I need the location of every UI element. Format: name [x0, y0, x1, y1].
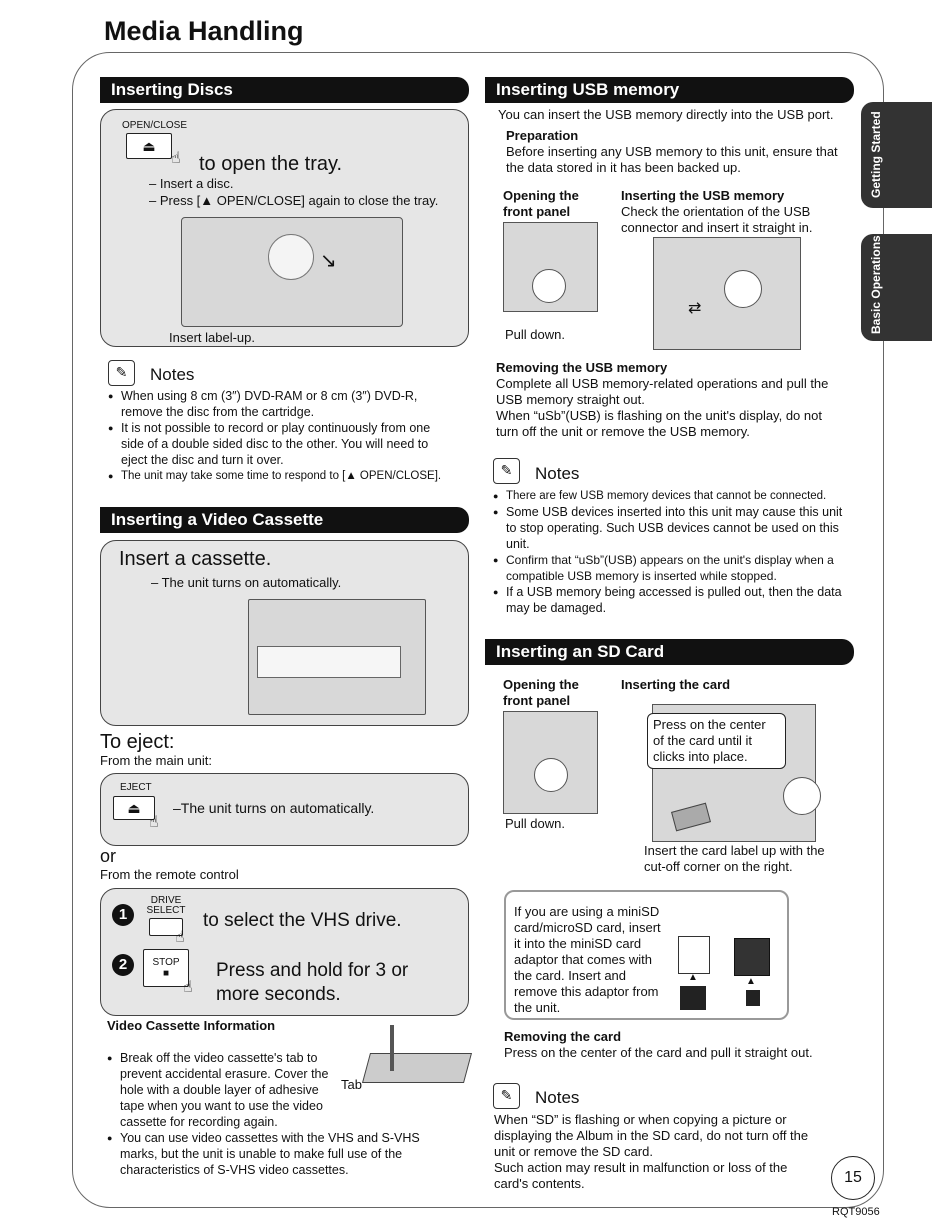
cassette-box [100, 540, 469, 726]
eject-caption: EJECT [120, 782, 152, 793]
dial-icon [783, 777, 821, 815]
cassette-sub-instruction: – The unit turns on automatically. [151, 575, 342, 590]
sd-label-note: Insert the card label up with the cut-off corner on the right. [644, 843, 825, 874]
usb-inserting-title: Inserting the USB memory [621, 188, 785, 203]
list-item: ● Confirm that “uSb”(USB) appears on the unit's display when a compatible USB memory is inserted while stopped. [493, 552, 843, 584]
usb-prep-title: Preparation [506, 128, 579, 143]
discs-box [100, 109, 469, 347]
open-close-caption: OPEN/CLOSE [122, 120, 188, 131]
hand-icon: ☝ [183, 979, 193, 996]
usb-inserting-text: Check the orientation of the USB connector and insert it straight in. [621, 204, 813, 235]
step-1-text: to select the VHS drive. [203, 910, 402, 931]
minisd-card-icon [680, 986, 706, 1010]
from-main-unit: From the main unit: [100, 753, 212, 768]
open-close-button[interactable] [126, 133, 172, 159]
sd-notes-text-2: Such action may result in malfunction or loss of the card's contents. [494, 1160, 788, 1191]
microsd-card-icon [746, 990, 760, 1006]
list-item: ● The unit may take some time to respond to [▲ OPEN/CLOSE]. [108, 468, 453, 484]
usb-removing-text-2: When “uSb”(USB) is flashing on the unit's display, do not turn off the unit or remove the USB memory. [496, 408, 822, 439]
stop-caption: STOP [152, 957, 180, 968]
disc-step-2: – Press [▲ OPEN/CLOSE] again to close the tray. [149, 193, 439, 208]
list-item: ● When using 8 cm (3″) DVD-RAM or 8 cm (3″) DVD-R, remove the disc from the cartridge. [108, 388, 453, 420]
minisd-text: If you are using a miniSD card/microSD card, insert it into the miniSD card adaptor that comes with the card. Insert and remove this adaptor from the unit. [514, 904, 661, 1015]
or-text: or [100, 846, 117, 866]
usb-pull-down: Pull down. [505, 327, 565, 342]
sd-pull-down: Pull down. [505, 816, 565, 831]
insert-cassette-instruction: Insert a cassette. [119, 548, 272, 570]
to-eject-title: To eject: [100, 731, 175, 753]
remote-box [100, 888, 469, 1016]
usb-opening-title: Opening the front panel [503, 188, 579, 219]
side-tab-label: Basic Operations [869, 235, 883, 334]
dial-icon [534, 758, 568, 792]
page-number: 15 [831, 1156, 875, 1200]
usb-insert-illustration [653, 237, 801, 350]
microsd-adaptor-icon [734, 938, 770, 976]
dial-icon [532, 269, 566, 303]
notes-icon: ✎ [493, 1083, 520, 1109]
usb-notes-title: Notes [535, 464, 580, 483]
from-remote: From the remote control [100, 867, 239, 882]
drive-select-caption: DRIVE SELECT [146, 895, 186, 916]
section-heading-cassette: Inserting a Video Cassette [100, 507, 469, 533]
section-heading-discs: Inserting Discs [100, 77, 469, 103]
notes-icon: ✎ [108, 360, 135, 386]
side-tab-basic-operations[interactable] [861, 234, 932, 341]
list-item: ● If a USB memory being accessed is pulled out, then the data may be damaged. [493, 584, 843, 616]
page-title: Media Handling [104, 16, 304, 46]
disc-step-1: – Insert a disc. [149, 176, 234, 191]
discs-notes-title: Notes [150, 365, 195, 384]
tab-label: Tab [341, 1077, 362, 1092]
minisd-box [504, 890, 789, 1020]
step-1-badge: 1 [112, 904, 134, 926]
sd-notes-title: Notes [535, 1088, 580, 1107]
cassette-info-title: Video Cassette Information [107, 1018, 276, 1033]
eject-icon: ⏏ [127, 799, 141, 816]
insert-label-up-caption: Insert label-up. [169, 330, 255, 345]
cassette-info-list-2 [107, 1130, 447, 1178]
usb-notes-list [493, 488, 843, 616]
arrow-up-icon: ▲ [746, 976, 756, 987]
cassette-tab-illustration [360, 1025, 468, 1085]
sd-opening-title: Opening the front panel [503, 677, 579, 708]
list-item: ● There are few USB memory devices that cannot be connected. [493, 488, 843, 504]
cassette-info-list-1 [107, 1050, 342, 1130]
list-item: ● It is not possible to record or play continuously from one side of a double sided disc to the other. You will need to eject the disc and turn it over. [108, 420, 453, 468]
arrow-up-icon: ▲ [688, 972, 698, 983]
cassette-icon [257, 646, 401, 678]
notes-icon: ✎ [493, 458, 520, 484]
sd-card-icon [671, 803, 711, 832]
list-item: ● Some USB devices inserted into this unit may cause this unit to stop operating. Such USB devices cannot be used on this unit. [493, 504, 843, 552]
hand-icon: ☝ [175, 929, 185, 946]
arrow-down-icon: ↘ [320, 250, 337, 272]
cassette-icon [362, 1053, 472, 1083]
hand-icon: ☝ [149, 814, 159, 831]
usb-arrow-icon: ⇄ [688, 300, 702, 317]
section-heading-usb: Inserting USB memory [485, 77, 854, 103]
hand-icon: ☝ [171, 150, 181, 167]
eject-box [100, 773, 469, 846]
sd-notes-text: When “SD” is flashing or when copying a picture or displaying the Album in the SD card, do not turn off the unit or remove the SD card. [494, 1112, 809, 1159]
sd-front-panel-illustration [503, 711, 598, 814]
doc-code: RQT9056 [832, 1206, 880, 1218]
disc-icon [268, 234, 314, 280]
section-heading-sd: Inserting an SD Card [485, 639, 854, 665]
press-center-callout: Press on the center of the card until it clicks into place. [647, 713, 786, 769]
list-item: ● You can use video cassettes with the VHS and S-VHS marks, but the unit is unable to make full use of the characteristics of S-VHS video cassettes. [107, 1130, 447, 1178]
usb-removing-text: Complete all USB memory-related operations and pull the USB memory straight out. [496, 376, 829, 407]
usb-removing-title: Removing the USB memory [496, 360, 668, 375]
sd-removing-text: Press on the center of the card and pull it straight out. [504, 1045, 813, 1060]
stop-icon: ■ [162, 968, 170, 979]
side-tab-getting-started[interactable] [861, 102, 932, 208]
eject-icon: ⏏ [142, 137, 156, 154]
screwdriver-icon [390, 1025, 394, 1071]
usb-intro: You can insert the USB memory directly into the USB port. [498, 107, 834, 122]
open-tray-instruction: to open the tray. [199, 153, 343, 175]
eject-text: –The unit turns on automatically. [173, 800, 375, 816]
recorder-tray-illustration [181, 217, 403, 327]
cassette-insert-illustration [248, 599, 426, 715]
list-item: ● Break off the video cassette's tab to prevent accidental erasure. Cover the hole with a double layer of adhesive tape when you want to use the video cassette for recording again. [107, 1050, 342, 1130]
usb-prep-text: Before inserting any USB memory to this unit, ensure that the data stored in it has been backed up. [506, 144, 838, 175]
sd-removing-title: Removing the card [504, 1029, 622, 1044]
front-panel-illustration [503, 222, 598, 312]
step-2-badge: 2 [112, 954, 134, 976]
side-tab-label: Getting Started [869, 111, 883, 198]
sd-inserting-title: Inserting the card [621, 677, 731, 692]
step-2-text: Press and hold for 3 or more seconds. [216, 960, 409, 1005]
discs-notes-list [108, 388, 453, 484]
minisd-adaptor-icon [678, 936, 710, 974]
dial-icon [724, 270, 762, 308]
